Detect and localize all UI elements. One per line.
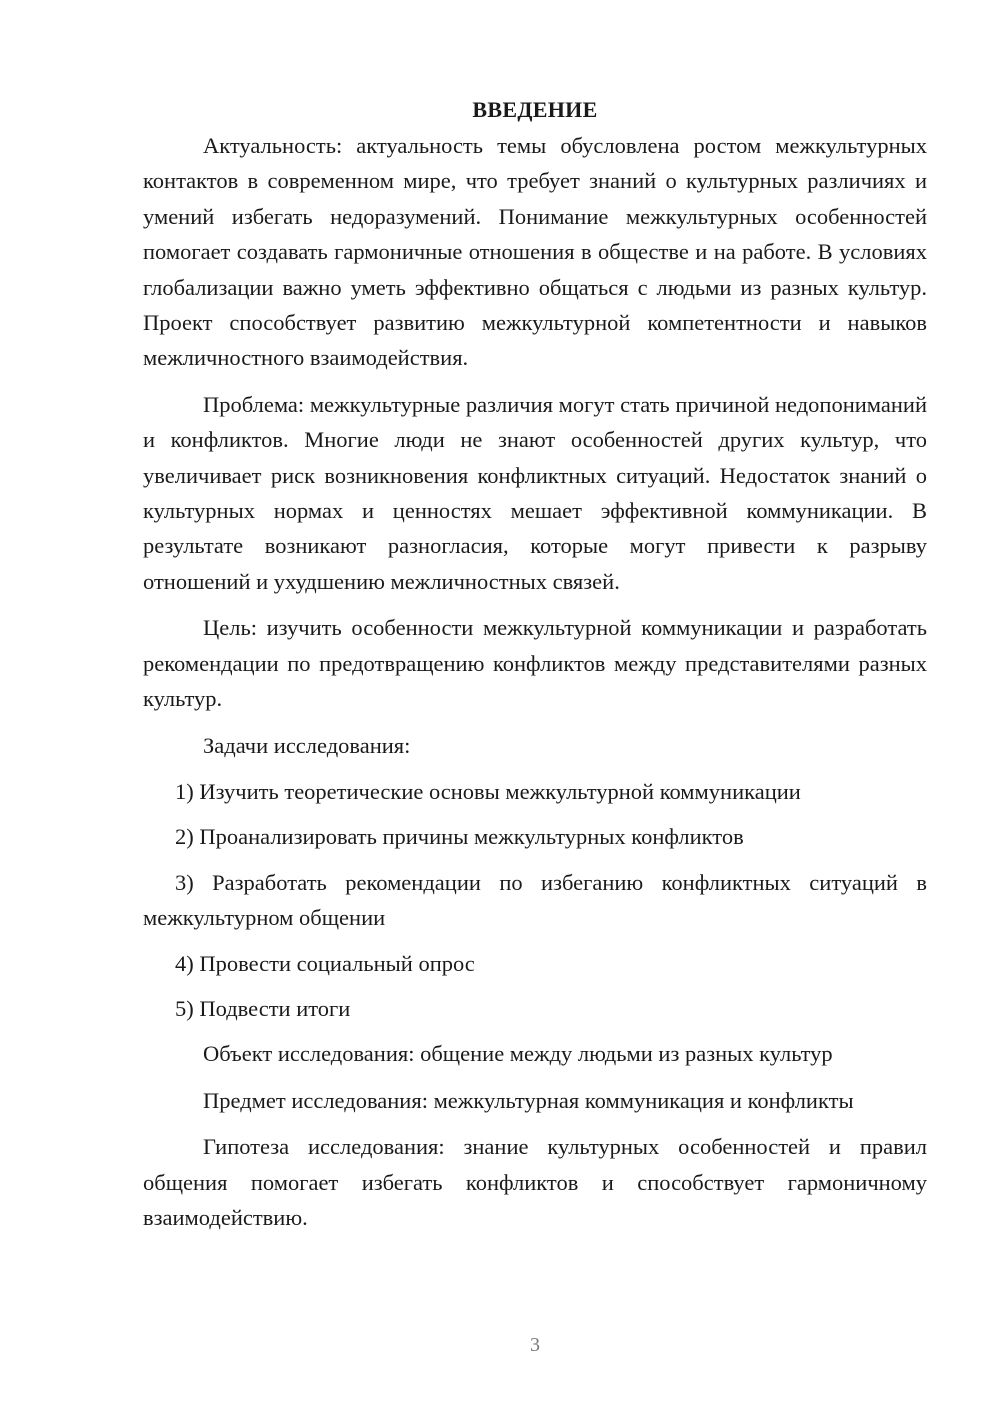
task-item-1: 1) Изучить теоретические основы межкультурной коммуникации <box>175 778 801 804</box>
page-number: 3 <box>530 1334 540 1356</box>
page-title: ВВЕДЕНИЕ <box>472 97 598 122</box>
task-item-5: 5) Подвести итоги <box>175 995 351 1021</box>
tasks-heading: Задачи исследования: <box>203 732 411 758</box>
paragraph-goal: Цель: изучить особенности межкультурной коммуникации и разработать рекомендации по предотвращению конфликтов между представителями разных культур. <box>143 615 927 712</box>
paragraph-hypothesis: Гипотеза исследования: знание культурных особенностей и правил общения помогает избегать конфликтов и способствует гармоничному взаимодействию. <box>143 1134 927 1230</box>
paragraph-relevance: Актуальность: актуальность темы обусловлена ростом межкультурных контактов в современном мире, что требует знаний о культурных различиях и умений избегать недоразумений. Понимание межкультурных особенностей помогает создавать гармоничные отношения в обществе и на работе. В условиях глобализации важно уметь эффективно общаться с людьми из разных культур. Проект способствует развитию межкультурной компетентности и навыков межличностного взаимодействия. <box>143 133 927 371</box>
task-item-2: 2) Проанализировать причины межкультурных конфликтов <box>175 824 744 850</box>
document-page <box>143 92 927 1246</box>
task-item-3: 3) Разработать рекомендации по избеганию конфликтных ситуаций в межкультурном общении <box>143 869 927 931</box>
task-item-4: 4) Провести социальный опрос <box>175 950 475 976</box>
paragraph-subject: Предмет исследования: межкультурная коммуникация и конфликты <box>203 1087 854 1113</box>
paragraph-problem: Проблема: межкультурные различия могут стать причиной недопониманий и конфликтов. Многие люди не знают особенностей других культур, что увеличивает риск возникновения конфликтных ситуаций. Недостаток знаний о культурных нормах и ценностях мешает эффективной коммуникации. В результате возникают разногласия, которые могут привести к разрыву отношений и ухудшению межличностных связей. <box>143 391 927 594</box>
paragraph-object: Объект исследования: общение между людьми из разных культур <box>203 1041 833 1067</box>
